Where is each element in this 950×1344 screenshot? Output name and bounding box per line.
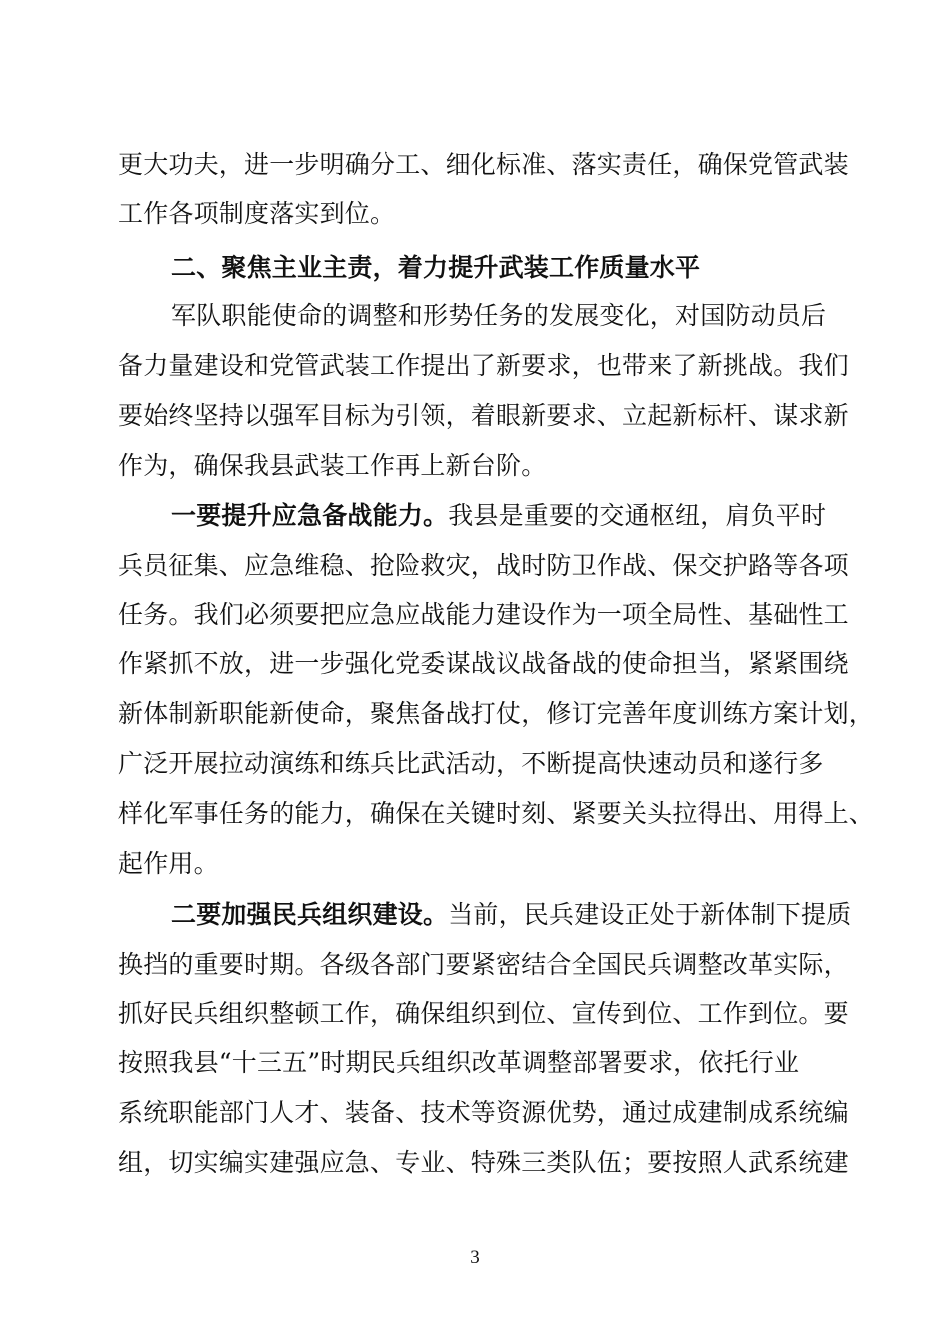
subsection-lead: 二要加强民兵组织建设。 xyxy=(171,900,449,929)
body-line: 更大功夫，进一步明确分工、细化标准、落实责任，确保党管武装 xyxy=(118,150,849,179)
body-line: 二要加强民兵组织建设。当前，民兵建设正处于新体制下提质 xyxy=(171,900,852,929)
page-number: 3 xyxy=(470,1247,480,1268)
body-line: 兵员征集、应急维稳、抢险救灾，战时防卫作战、保交护路等各项 xyxy=(118,551,849,580)
body-line: 起作用。 xyxy=(118,849,219,878)
body-line: 工作各项制度落实到位。 xyxy=(118,199,396,228)
section-heading: 二、聚焦主业主责，着力提升武装工作质量水平 xyxy=(171,253,701,282)
body-line: 任务。我们必须要把应急应战能力建设作为一项全局性、基础性工 xyxy=(118,600,849,629)
body-line: 系统职能部门人才、装备、技术等资源优势，通过成建制成系统编 xyxy=(118,1098,849,1127)
body-line: 组，切实编实建强应急、专业、特殊三类队伍；要按照人武系统建 xyxy=(118,1148,849,1177)
body-line: 抓好民兵组织整顿工作，确保组织到位、宣传到位、工作到位。要 xyxy=(118,999,849,1028)
body-line: 备力量建设和党管武装工作提出了新要求，也带来了新挑战。我们 xyxy=(118,351,849,380)
body-line: 一要提升应急备战能力。我县是重要的交通枢纽，肩负平时 xyxy=(171,501,827,530)
body-line: 作紧抓不放，进一步强化党委谋战议战备战的使命担当，紧紧围绕 xyxy=(118,649,849,678)
body-line: 换挡的重要时期。各级各部门要紧密结合全国民兵调整改革实际， xyxy=(118,950,849,979)
body-line: 按照我县“十三五”时期民兵组织改革调整部署要求，依托行业 xyxy=(118,1048,800,1077)
body-line: 新体制新职能新使命，聚焦备战打仗，修订完善年度训练方案计划， xyxy=(118,699,875,728)
body-line: 样化军事任务的能力，确保在关键时刻、紧要关头拉得出、用得上、 xyxy=(118,799,875,828)
body-line: 作为，确保我县武装工作再上新台阶。 xyxy=(118,451,547,480)
body-line: 要始终坚持以强军目标为引领，着眼新要求、立起新标杆、谋求新 xyxy=(118,401,849,430)
subsection-lead: 一要提升应急备战能力。 xyxy=(171,501,449,530)
body-line: 广泛开展拉动演练和练兵比武活动，不断提高快速动员和遂行多 xyxy=(118,749,824,778)
body-line: 军队职能使命的调整和形势任务的发展变化，对国防动员后 xyxy=(171,301,827,330)
